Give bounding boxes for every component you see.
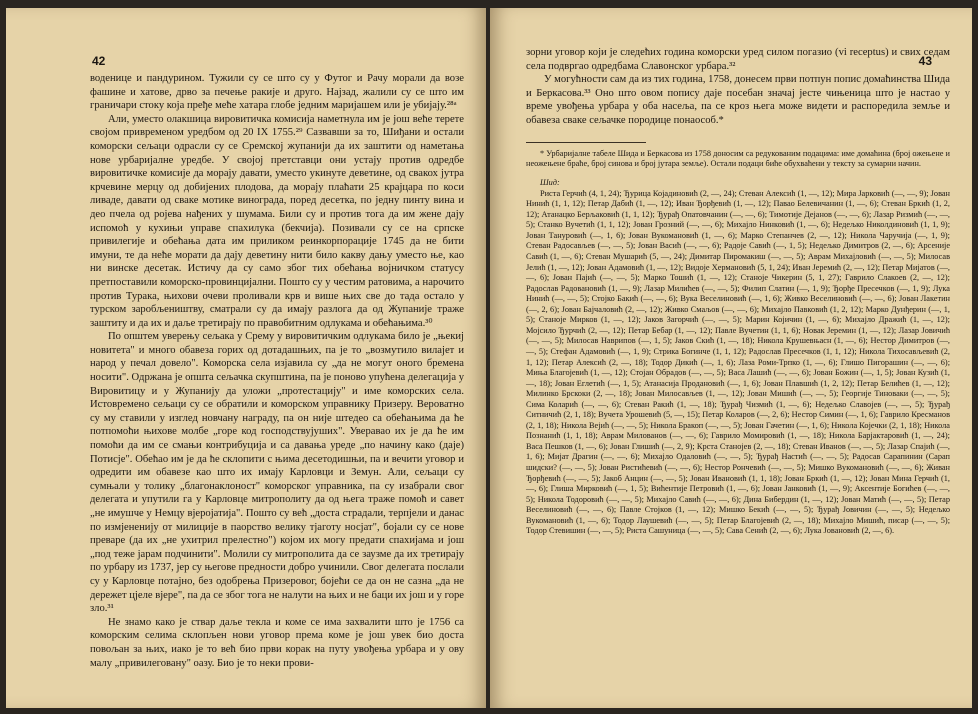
right-page-body [526, 46, 950, 128]
page-number: 42 [92, 54, 106, 68]
list-item: Риста Герчић (4, 1, 24); Ђурица Којадиновић (2, —, 24); Стеван Алексић (1, —, 12); Мира Јарковић (—, —, 9); Јован Нинић (1, 1, 12); Петар Дабић (1, —, 12); Иван Ђорђевић (1, —, 12); Павао Белевичанин (1, —, 6); Стеван Бркић (1, 2, 12); Атанацко Берљаковић (1, 1, 12); Ђурађ Опатовчанин (—, —, 6); Тимотије Дејанов (—, —, 6); Лазар Ризмић (—, —, 5); Станко Вучетић (1, 1, 12); Јован Грозний (—, —, 6); Михајло Нинковић (1, —, 6); Недељко Николдиновић (1, 1, 9); Јован Тануровић (—, 1, 6); Јован Вукомановић (1, —, 6); Марко Степанчев (2, —, 12); Никола Чаручија (—, 1, 9); Стеван Радосављев (—, —, 5); Јован Васић (—, —, 6); Радоје Савић (—, 1, 5); Недељко Димитров (2, —, 6); Арсеније Савић (1, —, 6); Стеван Мушарић (5, —, 24); Димитар Пиромакиш (—, —, 5); Аврам Михајловић (—, —, 5); Милосав Јелић (1, —, 12); Јован Адамовић (1, —, 12); Видоје Хермановић (5, 1, 24); Иван Јеремић (2, —, 12); Петар Мијатов (—, —, 6); Јован Пајић (—, —, 5); Марко Тошић (1, —, 12); Станоје Чикерин (5, 1, 27); Гаврило Слакоев (2, —, 12); Радослав Радовановић (1, —, 9); Лазар Милићев (—, —, 5); Филип Слатин (—, 1, 9); Ђорђе Пресечков (—, 1, 9); Лука Нинић (—, —, 5); Стојко Бакић (—, —, 6); Вука Веселиновић (—, 1, 6); Живко Веселиновић (—, —, 6); Јован Лакетин (—, 2, 6); Јован Бајчаловић (2, —, 12); Живко Смаљов (—, —, 6); Михајло Павковић (1, 2, 12); Марко Дунђерин (—, 1, 5); Станоје Мирков (1, —, 12); Јаков Загорчић (—, —, 5); Марин Којичин (1, —, 6); Михајло Дражић (1, —, 12); Мојсило Ђурчић (2, —, 12); Петар Бебар (1, —, 12); Павле Вучетин (1, 1, 6); Новак Јеремин (1, —, 12); Лазар Јовичић (—, —, 5); Милосав Наврипов (—, 1, 5); Јаков Скић (1, —, 18); Никола Крушевњасн (1, —, 6); Нестор Димитров (—, —, 5); Стефан Адамовић (—, 1, 9); Стрика Богинче (1, 1, 12); Радослав Пресечков (1, 1, 12); Никола Тихосављевић (2, 1, 12); Петар Алексић (2, —, 18); Тодор Дикић (—, 1, 6); Лаза Роми-Трпко (1, —, 6); Глишо Пигорашин (—, —, 6); Миња Благојевић (1, —, 12); Стојан Обрадов (—, —, 5); Васа Лашић (—, —, 6); Јован Божин (—, 1, 5); Јован Кузић (1, —, 18); Јован Еглетић (—, 1, 5); Атанасија Продановић (—, 1, 6); Јован Плавшић (1, 2, 12); Петар Белићев (1, —, 12); Милинко Брскоки (2, —, 18); Јован Милосављев (1, —, 12); Јован Мишић (—, —, 5); Георгије Тиноваки (—, —, 5); Сима Коларић (—, —, 6); Стеван Ракић (1, —, 18); Ђурађ Чизмић (1, —, 6); Недељко Славојев (—, —, 5); Ђурађ Ситничић (2, 1, 18); Вучета Урошевић (5, —, 15); Петар Коларов (—, 2, 6); Нестор Симин (—, 1, 6); Гаврило Кресманов (2, 1, 18); Никола Вејић (—, —, 5); Никола Бракоп (—, —, 5); Јован Гачетин (—, 1, 6); Никола Којечки (2, 1, 18); Никола Познанић (1, 1, 18); Аврам Милованов (—, —, 6); Гаврило Момировић (1, —, 18); Никола Барјактаровић (1, —, 24); Васа Пешков (1, —, 6); Јован Глишић (—, 2, 9); Крста Станојев (2, —, 18); Стеван Иванов (—, —, 5); Лазар Спајић (—, 1, 6); Мијат Драгин (—, —, 6); Михајло Одаловић (—, —, 5); Ђурађ Настић (—, —, 5); Радосав Сарапинин (Сарап шидски? (—, —, 5); Јован Ристићевић (—, —, 6); Нестор Рончевић (—, —, 5); Мишко Вукомановић (—, —, 6); Живан Ђорђевић (—, —, 5); Јакоб Анцин (—, —, 5); Јован Ивановић (1, 1, 18); Јован Бркић (1, —, 12); Јован Мина Герчић (1, —, 6); Глиша Мирковић (—, 1, 5); Вићентије Петровић (1, —, 6); Јован Јанковић (1, —, 9); Аксентије Богићев (—, —, 5); Никола Тодоровић (—, —, 5); Михајло Савић (—, —, 6); Дина Бибердин (1, —, 12); Јован Матић (—, —, 5); Петар Веселиновић (—, —, 6); Павле Стојков (1, —, 12); Мишко Бекић (—, —, 5); Ђурађ Јовичин (—, —, 5); Недељко Вукомановић (1, —, 6); Тодор Лаушевић (—, —, 5); Петар Благојевић (2, —, 18); Михајло Мишић, писар (—, —, 5); Тодор Стевишин (—, —, 5); Риста Сашуница (—, —, 5); Сава Сенић (2, —, 6); Лука Јовановић (2, —, 6). [526, 188, 950, 536]
paragraph: У могућности сам да из тих година, 1758, донесем први потпун попис домаћинства Шида и Беркасова.³³ Оно што овом попису даје посебан значај јесте чињеница што је настао у време увођења урбара у оба насеља, па се кроз њега може видети и распоредила земље и обавеза сваке сељачке породице понаособ.* [526, 74, 950, 126]
footnote-rule [526, 142, 646, 143]
paragraph: По општем уверењу сељака у Срему у вировитичким одлукама било је „њекиј новитета" и много обавеза горих од дотадашњих, па је то „возмутило вилајет и народ у печал довело". Коморска села изјавила су „да не могут оного бремена носити". Одржана је општа сељачка скупштина, па је поново упућена делегација у Вировитицу и у Жупанију да уложи „протестацију" и име коморских села. Истовремено сељаци су се обратили и коморском управнику Призеру. Вероватно су му ставили у изглед новчану награду, па он није штедео са обећањима да ће потпомоћи њихове молбе „горе код господствујуших". Уверавао их је да ће им помоћи да им се смањи контрибуција и са давања уреде „по начину како (даје) Потисје". Обећао им је да ће склопити с њима десетодишњи, па и вечити уговор и одредити им обавезе као што их имају Карловци и Земун. Али, сељаци су сумњали у толику „благонаклоност" коморског управника, па су изабрали свог делегата и упутили га у Карловце митрополиту да од њега траже помоћ и савет „не имушче у Немцу вјеројатија". Пошто су већ „доста страдали, терпјели и данас по измјененију от милиције в паорство велику тјаготу носјат", бојали су се нове преваре (да их „не ухитрил прелестно") којом их могу предати спахијама и још „под теже јарам подчинити". Молили су митрополита да се заузме да их третирају по урбару из 1737, јер су његове предности добро учинили. Свог делегата послали су у Карловце потајно, без одобрења Призеровог, бојећи се да он не сазна „да не дережет цјеле вјере", па да се због тога не налути на њих и не баци их још и у горе зло.³¹ [90, 331, 464, 615]
list-heading: Шид: [540, 177, 560, 187]
paragraph: воденице и пандурином. Тужили су се што су у Футог и Рачу морали да возе фашине и хатове, дрво за печење ракије и друго. Најзад, жалили су се што им граничари стоку која пређе меће хатара глобе једним маријашем или је убијају.²⁸ᵃ [90, 73, 464, 112]
paragraph: Али, уместо олакшица вировитичка комисија наметнула им је још веће терете својом привременом уредбом од 20 IX 1755.²⁹ Сазвавши за то, Шиђани и остали коморски сељаци одрасли су се Сремској жупанији да их заштити од наметања нове урбаријалне уредбе. У својој претставци они устају против одредбе вировитичке комисије да морају давати, уместо укинуте деветине, од свакох јутра крчевине мерцу од добијених плодова, да морају плаћати 25 крајцара по коси ливаде, давати од сваке мотике винограда, поред десетка, по једну пинту вина и део пчела од ројева нађених у шумама. Били су и против тога да им жене дају испомоћ у кухињи управе спахилука (бекчија). Позивали су се на српске привилегије и обећања дата им приликом реинкорпорације 1745 да не бити имуни, те да неће морати да дају деветину нити било какву дању уместо ње, као ни винске десетак. Истичу да су само због тих обећања војничком статусу претпоставили коморско-провинцијални. Пошто су у честим ратовима, а нарочито против Турака, њихови очеви проливали крв и више њих све до тада остало у турском заробљеништву, сматрали су да имају разлога да од Жупаније траже заштиту и да их и даље третирају по правобитним одлукама и обећањима.³⁰ [90, 113, 464, 329]
footnote-text: * Урбаријалне табеле Шида и Беркасова из 1758 доносим са редукованим подацима: име домаћина (број ожењене и неожењене браће, број синова и број јутара земље). Остали подаци биће обухваћени у тексту за сумарни начин. [526, 148, 950, 169]
footnote [526, 149, 950, 170]
left-page [6, 8, 486, 708]
household-list [526, 189, 950, 537]
page-number: 43 [918, 54, 932, 68]
right-page [490, 8, 972, 708]
left-page-body [90, 72, 464, 670]
paragraph: зорни уговор који је следећих година коморски уред силом погазио (vi receptus) и свих седам села подвргао одредбама Славонског урбара.³² [526, 47, 950, 72]
paragraph: Не знамо како је ствар даље текла и коме се има захвалити што је 1756 са коморским селима склопљен нови уговор према коме је још увек био доста повољан за њих, иако је то већ био први корак на путу увођења урбара и у ову малу „привилеговану" оазу. Био је то неки прови- [90, 616, 464, 669]
